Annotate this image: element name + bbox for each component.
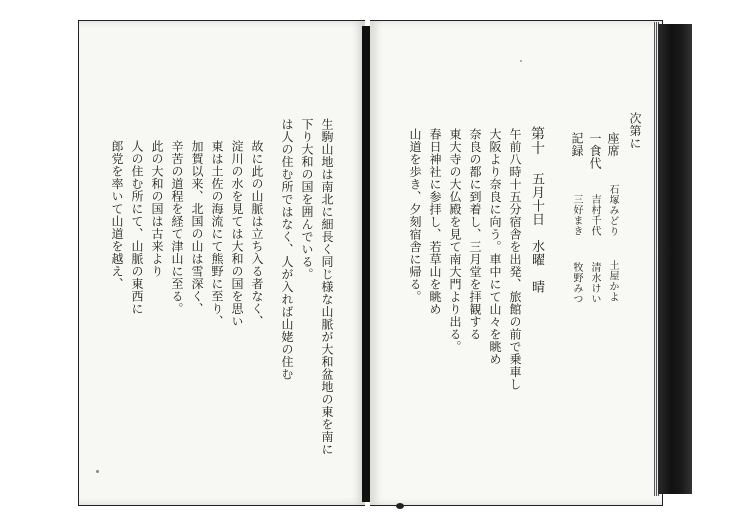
left-line: 東は土佐の海流にて熊野に至り、 [210,140,224,328]
right-line: 午前八時十五分宿舎を出発、旅館の前で乗車し [508,128,522,391]
name-line: 土屋かよ [607,260,618,302]
right-line: 東大寺の大仏殿を見て南大門より出る。 [448,128,462,353]
left-line: 郎党を率いて山道を越え、 [110,140,124,290]
book-gutter [362,26,370,502]
left-line: 淀川の水を見ては大和の国を思い [230,140,244,328]
right-header-line: 次第に [628,112,642,150]
right-header-line: 座席 [606,132,620,157]
ink-speck [520,60,522,62]
left-line: 人の住む所にて、山脈の東西に [130,140,144,315]
left-line: 故に此の山脈は立ち入る者なく、 [250,140,264,328]
right-line: 春日神社に参拝し、若草山を眺め [428,128,442,316]
name-line: 牧野みつ [571,262,582,304]
right-line: 山道を歩き、夕刻宿舎に帰る。 [408,128,422,303]
name-line: 吉村千代 [589,194,600,236]
book-spine-shadow [658,24,692,494]
chapter-heading: 第十 [529,126,545,155]
left-line: 此の大和の国は古来より [150,140,164,278]
date-line: 五月十日 水曜 晴 [529,172,544,294]
ink-speck [96,470,99,473]
left-line: 下り大和の国を囲んでいる。 [300,118,314,281]
ink-smudge [396,503,404,509]
right-header-line: 記録 [570,132,584,157]
left-line: 加賀以来、北国の山は雪深く、 [190,140,204,315]
name-line: 石塚みどり [607,184,618,237]
name-line: 清水けい [589,262,600,304]
right-line: 大阪より奈良に向う。車中にて山々を眺め [488,128,502,366]
left-line: 生駒山地は南北に細長く同じ様な山脈が大和盆地の東を南に [320,118,334,456]
left-line: は人の住む所ではなく、人が入れば山姥の住む [280,118,294,381]
right-header-line: 一食代 [588,132,602,170]
right-line: 奈良の都に到着し、三月堂を拝観する [468,128,482,341]
left-line: 辛苦の道程を経て津山に至る。 [170,140,184,315]
name-line: 三好まき [571,194,582,236]
